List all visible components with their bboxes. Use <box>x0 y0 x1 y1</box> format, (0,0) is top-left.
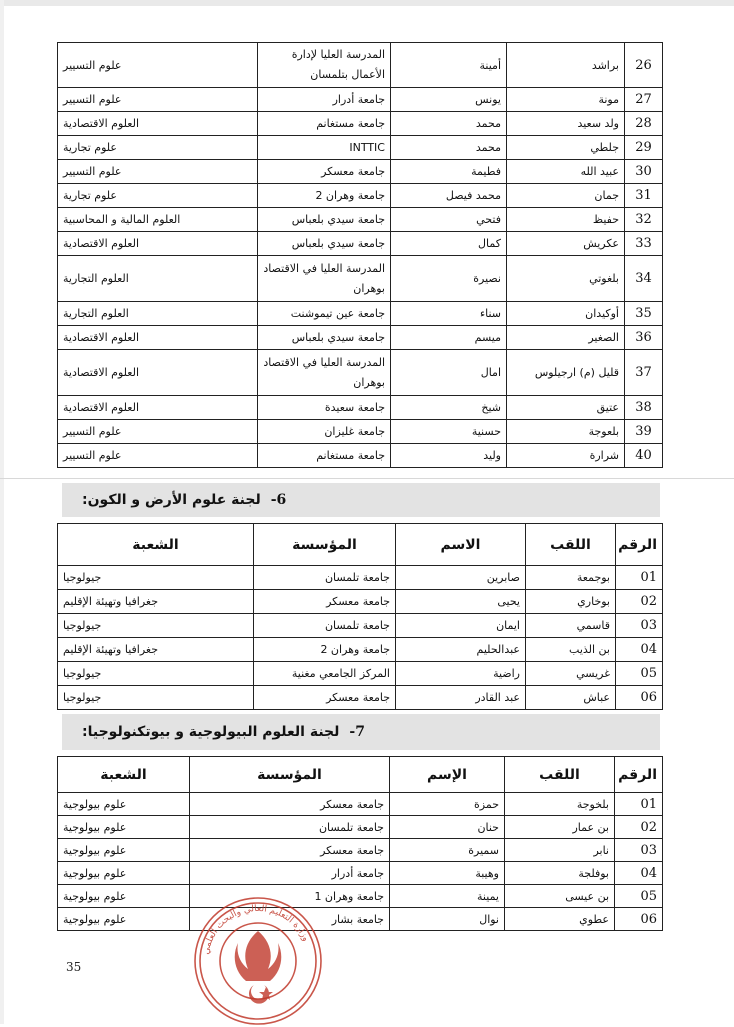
row-number: 04 <box>616 638 663 662</box>
official-stamp-icon <box>192 895 324 1027</box>
name-cell: صابرين <box>396 566 526 590</box>
surname-cell: بلغوتي <box>507 256 625 302</box>
institution-cell: جامعة غليزان <box>258 420 391 444</box>
table-row <box>58 160 663 184</box>
institution-cell: جامعة معسكر <box>190 839 390 862</box>
header-no: الرقم <box>615 757 663 793</box>
table-row <box>58 232 663 256</box>
section7-header <box>62 714 660 750</box>
surname-cell: بلخوجة <box>505 793 615 816</box>
institution-cell: جامعة وهران 1 <box>190 885 390 908</box>
row-number: 02 <box>616 590 663 614</box>
surname-cell: بوجمعة <box>526 566 616 590</box>
field-cell: جيولوجيا <box>58 614 254 638</box>
table-row <box>58 256 663 302</box>
name-cell: نصيرة <box>391 256 507 302</box>
table-row <box>58 908 663 931</box>
table-row <box>58 350 663 396</box>
name-cell: أمينة <box>391 43 507 88</box>
table-row <box>58 566 663 590</box>
name-cell: عبدالحليم <box>396 638 526 662</box>
table-row <box>58 208 663 232</box>
section6-header-row <box>58 524 663 566</box>
name-cell: راضية <box>396 662 526 686</box>
institution-cell: جامعة تلمسان <box>254 566 396 590</box>
field-cell: العلوم المالية و المحاسبية <box>58 208 258 232</box>
table-row <box>58 885 663 908</box>
surname-cell: عكريش <box>507 232 625 256</box>
row-number: 30 <box>625 160 663 184</box>
table-row <box>58 793 663 816</box>
field-cell: جيولوجيا <box>58 686 254 710</box>
institution-cell: جامعة وهران 2 <box>258 184 391 208</box>
name-cell: كمال <box>391 232 507 256</box>
surname-cell: بلعوجة <box>507 420 625 444</box>
institution-cell: جامعة معسكر <box>190 793 390 816</box>
institution-cell: جامعة عين تيموشنت <box>258 302 391 326</box>
institution-cell: جامعة مستغانم <box>258 444 391 468</box>
surname-cell: بوخاري <box>526 590 616 614</box>
name-cell: وليد <box>391 444 507 468</box>
institution-cell: جامعة سيدي بلعباس <box>258 208 391 232</box>
committee5-table-body <box>58 43 663 468</box>
field-cell: جيولوجيا <box>58 566 254 590</box>
table-row <box>58 136 663 160</box>
header-field: الشعبة <box>58 757 190 793</box>
page-number: 35 <box>66 960 82 974</box>
svg-text:وزارة التعليم العالي والبحث ال: وزارة التعليم العالي والبحث العلمي <box>201 903 311 956</box>
surname-cell: شرارة <box>507 444 625 468</box>
surname-cell: بن عيسى <box>505 885 615 908</box>
name-cell: نوال <box>390 908 505 931</box>
field-cell: علوم بيولوجية <box>58 839 190 862</box>
header-name: الاسم <box>396 524 526 566</box>
committee5-table <box>57 42 663 468</box>
name-cell: فطيمة <box>391 160 507 184</box>
surname-cell: عباش <box>526 686 616 710</box>
row-number: 05 <box>616 662 663 686</box>
row-number: 06 <box>616 686 663 710</box>
table-row <box>58 302 663 326</box>
row-number: 38 <box>625 396 663 420</box>
row-number: 35 <box>625 302 663 326</box>
header-no: الرقم <box>616 524 663 566</box>
institution-cell: جامعة سعيدة <box>258 396 391 420</box>
row-number: 31 <box>625 184 663 208</box>
name-cell: فتحي <box>391 208 507 232</box>
surname-cell: قليل (م) ارجيلوس <box>507 350 625 396</box>
name-cell: سميرة <box>390 839 505 862</box>
table-row <box>58 839 663 862</box>
institution-cell: المركز الجامعي مغنية <box>254 662 396 686</box>
table-row <box>58 396 663 420</box>
table-row <box>58 662 663 686</box>
field-cell: العلوم التجارية <box>58 302 258 326</box>
row-number: 37 <box>625 350 663 396</box>
institution-cell: المدرسة العليا في الاقتصاد بوهران <box>258 350 391 396</box>
row-number: 05 <box>615 885 663 908</box>
table-row <box>58 326 663 350</box>
surname-cell: مونة <box>507 88 625 112</box>
scan-edge-left <box>0 0 4 1024</box>
name-cell: شيخ <box>391 396 507 420</box>
section6-title: لجنة علوم الأرض و الكون: <box>82 492 261 508</box>
row-number: 39 <box>625 420 663 444</box>
row-number: 36 <box>625 326 663 350</box>
surname-cell: بن عمار <box>505 816 615 839</box>
field-cell: العلوم الاقتصادية <box>58 396 258 420</box>
section6-table-body <box>58 566 663 710</box>
name-cell: حسنية <box>391 420 507 444</box>
row-number: 26 <box>625 43 663 88</box>
header-name: الإسم <box>390 757 505 793</box>
institution-cell: جامعة مستغانم <box>258 112 391 136</box>
field-cell: علوم بيولوجية <box>58 908 190 931</box>
surname-cell: ولد سعيد <box>507 112 625 136</box>
institution-cell: جامعة تلمسان <box>190 816 390 839</box>
institution-cell: جامعة أدرار <box>258 88 391 112</box>
header-surname: اللقب <box>526 524 616 566</box>
institution-cell: جامعة أدرار <box>190 862 390 885</box>
row-number: 32 <box>625 208 663 232</box>
header-surname: اللقب <box>505 757 615 793</box>
row-number: 01 <box>615 793 663 816</box>
field-cell: علوم التسيير <box>58 43 258 88</box>
section6-number: 6- <box>270 492 287 508</box>
table-row <box>58 112 663 136</box>
institution-cell: المدرسة العليا لإدارة الأعمال بتلمسان <box>258 43 391 88</box>
row-number: 03 <box>615 839 663 862</box>
name-cell: ايمان <box>396 614 526 638</box>
name-cell: يمينة <box>390 885 505 908</box>
section7-header-row <box>58 757 663 793</box>
institution-cell: INTTIC <box>258 136 391 160</box>
field-cell: العلوم الاقتصادية <box>58 326 258 350</box>
name-cell: محمد فيصل <box>391 184 507 208</box>
field-cell: علوم تجارية <box>58 136 258 160</box>
row-number: 04 <box>615 862 663 885</box>
field-cell: علوم التسيير <box>58 88 258 112</box>
table-row <box>58 88 663 112</box>
field-cell: علوم بيولوجية <box>58 816 190 839</box>
table-row <box>58 638 663 662</box>
row-number: 40 <box>625 444 663 468</box>
name-cell: محمد <box>391 136 507 160</box>
institution-cell: المدرسة العليا في الاقتصاد بوهران <box>258 256 391 302</box>
table-row <box>58 590 663 614</box>
surname-cell: أوكيدان <box>507 302 625 326</box>
row-number: 33 <box>625 232 663 256</box>
field-cell: علوم التسيير <box>58 420 258 444</box>
field-cell: علوم تجارية <box>58 184 258 208</box>
field-cell: العلوم التجارية <box>58 256 258 302</box>
institution-cell: جامعة معسكر <box>254 590 396 614</box>
surname-cell: حفيظ <box>507 208 625 232</box>
institution-cell: جامعة بشار <box>190 908 390 931</box>
field-cell: علوم بيولوجية <box>58 793 190 816</box>
name-cell: حنان <box>390 816 505 839</box>
section6-table <box>57 523 663 710</box>
section6-header <box>62 483 660 517</box>
name-cell: سناء <box>391 302 507 326</box>
table-row <box>58 862 663 885</box>
surname-cell: قاسمي <box>526 614 616 638</box>
table-row <box>58 444 663 468</box>
field-cell: العلوم الاقتصادية <box>58 350 258 396</box>
surname-cell: الصغير <box>507 326 625 350</box>
table-row <box>58 816 663 839</box>
surname-cell: عتيق <box>507 396 625 420</box>
table-row <box>58 686 663 710</box>
field-cell: علوم بيولوجية <box>58 885 190 908</box>
surname-cell: عبيد الله <box>507 160 625 184</box>
section7-title: لجنة العلوم البيولوجية و بيوتكنولوجيا: <box>82 724 340 740</box>
section7-number: 7- <box>349 724 365 740</box>
row-number: 01 <box>616 566 663 590</box>
field-cell: العلوم الاقتصادية <box>58 112 258 136</box>
row-number: 29 <box>625 136 663 160</box>
institution-cell: جامعة سيدي بلعباس <box>258 326 391 350</box>
surname-cell: بوفلجة <box>505 862 615 885</box>
institution-cell: جامعة تلمسان <box>254 614 396 638</box>
institution-cell: جامعة معسكر <box>258 160 391 184</box>
name-cell: يحيى <box>396 590 526 614</box>
institution-cell: جامعة سيدي بلعباس <box>258 232 391 256</box>
surname-cell: نابر <box>505 839 615 862</box>
name-cell: ميسم <box>391 326 507 350</box>
scan-edge-top <box>0 0 734 6</box>
surname-cell: غريسي <box>526 662 616 686</box>
surname-cell: عطوي <box>505 908 615 931</box>
name-cell: حمزة <box>390 793 505 816</box>
row-number: 27 <box>625 88 663 112</box>
name-cell: امال <box>391 350 507 396</box>
surname-cell: جلطي <box>507 136 625 160</box>
field-cell: علوم بيولوجية <box>58 862 190 885</box>
table-row <box>58 43 663 88</box>
field-cell: جيولوجيا <box>58 662 254 686</box>
section7-table <box>57 756 663 931</box>
field-cell: العلوم الاقتصادية <box>58 232 258 256</box>
table-row <box>58 184 663 208</box>
header-field: الشعبة <box>58 524 254 566</box>
name-cell: وهيبة <box>390 862 505 885</box>
header-institution: المؤسسة <box>254 524 396 566</box>
row-number: 28 <box>625 112 663 136</box>
table-row <box>58 614 663 638</box>
institution-cell: جامعة معسكر <box>254 686 396 710</box>
row-number: 34 <box>625 256 663 302</box>
surname-cell: جمان <box>507 184 625 208</box>
surname-cell: بن الذيب <box>526 638 616 662</box>
surname-cell: براشد <box>507 43 625 88</box>
section7-table-body <box>58 793 663 931</box>
name-cell: محمد <box>391 112 507 136</box>
row-number: 06 <box>615 908 663 931</box>
page-fold-line <box>0 478 734 479</box>
field-cell: علوم التسيير <box>58 160 258 184</box>
field-cell: علوم التسيير <box>58 444 258 468</box>
row-number: 02 <box>615 816 663 839</box>
institution-cell: جامعة وهران 2 <box>254 638 396 662</box>
field-cell: جغرافيا وتهيئة الإقليم <box>58 638 254 662</box>
name-cell: عبد القادر <box>396 686 526 710</box>
name-cell: يونس <box>391 88 507 112</box>
header-institution: المؤسسة <box>190 757 390 793</box>
table-row <box>58 420 663 444</box>
row-number: 03 <box>616 614 663 638</box>
field-cell: جغرافيا وتهيئة الإقليم <box>58 590 254 614</box>
